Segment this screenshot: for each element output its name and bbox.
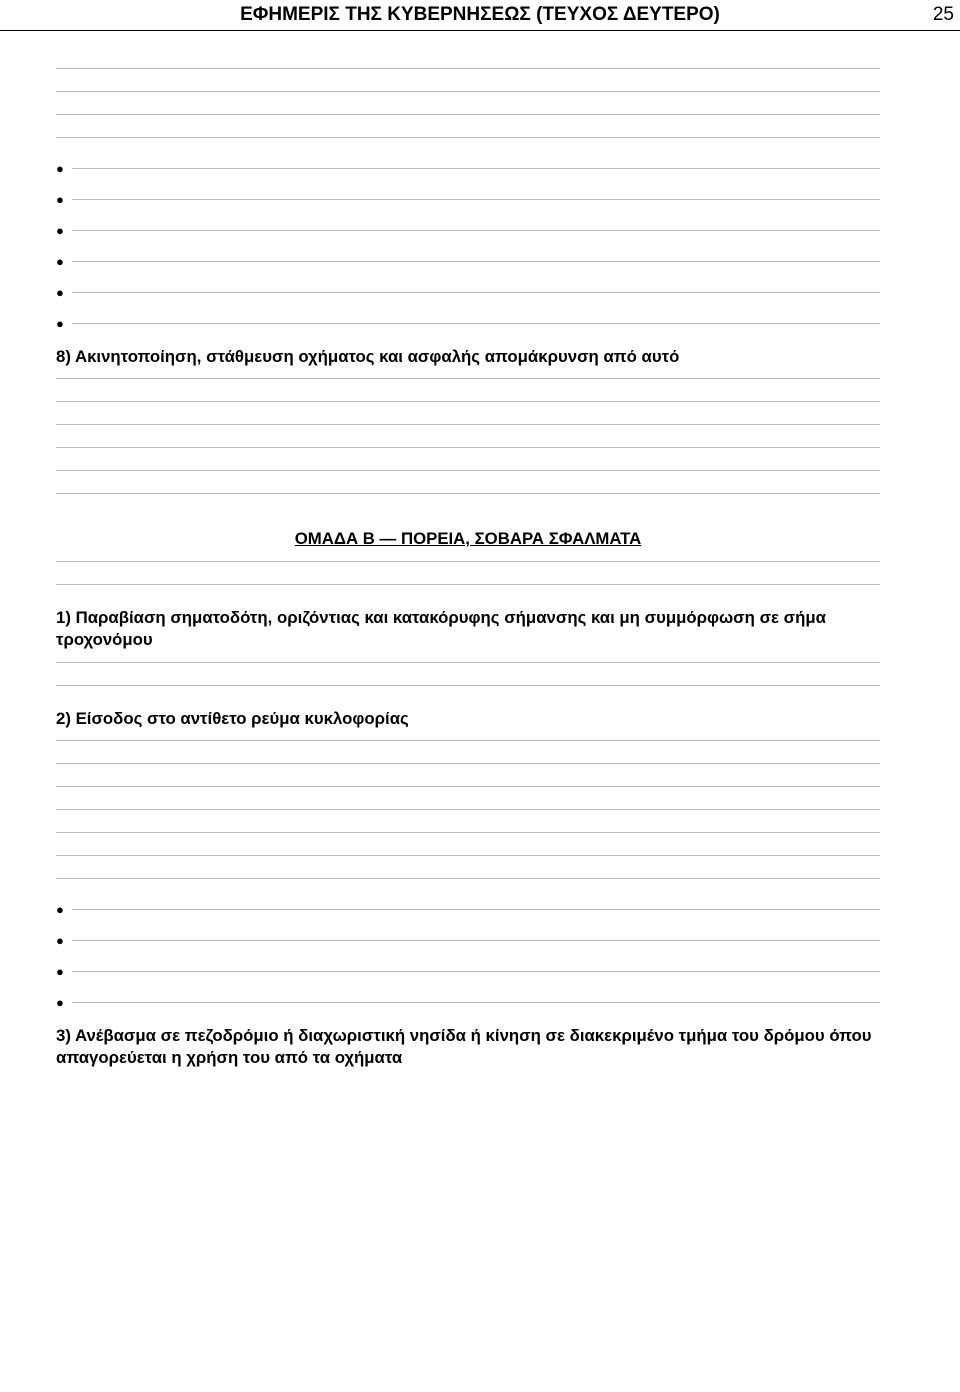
unreadable-text-line (56, 137, 880, 150)
bullet-icon: ● (56, 316, 64, 331)
page-header (0, 0, 960, 31)
list-item (56, 899, 880, 922)
unreadable-text-line (56, 447, 880, 460)
bullet-icon: ● (56, 933, 64, 949)
list-item (56, 282, 880, 305)
unreadable-text-line (56, 786, 880, 799)
unreadable-text-line (56, 878, 880, 891)
unreadable-text-line (56, 561, 880, 574)
unreadable-text-line (56, 470, 880, 483)
unreadable-text-line (56, 68, 880, 81)
unreadable-text-line (56, 401, 880, 414)
bullet-icon: ● (56, 192, 64, 207)
bullet-icon: ● (56, 995, 64, 1011)
unreadable-text-line (56, 584, 880, 597)
list-item (56, 992, 880, 1015)
list-item (56, 158, 880, 181)
unreadable-text-line (56, 91, 880, 104)
unreadable-text-line (56, 832, 880, 845)
unreadable-text-line (56, 685, 880, 698)
bullet-icon: ● (56, 964, 64, 980)
unreadable-text-line (56, 424, 880, 437)
unreadable-text-line (56, 740, 880, 753)
section-heading-1: 1) Παραβίαση σηματοδότη, οριζόντιας και κατακόρυφης σήμανσης και μη συμμόρφωση σε σήμα τροχονόμου (56, 607, 826, 650)
list-item (56, 930, 880, 953)
unreadable-text-line (56, 809, 880, 822)
page-body (56, 58, 880, 1070)
unreadable-text-line (56, 662, 880, 675)
list-item (56, 251, 880, 274)
unreadable-text-line (56, 855, 880, 868)
list-item (56, 961, 880, 984)
unreadable-text-line (56, 378, 880, 391)
bullet-icon: ● (56, 285, 64, 300)
bullet-icon: ● (56, 254, 64, 269)
group-heading: ΟΜΑΔΑ Β — ΠΟΡΕΙΑ, ΣΟΒΑΡΑ ΣΦΑΛΜΑΤΑ (294, 529, 642, 549)
bullet-icon: ● (56, 902, 64, 918)
section-heading-8: 8) Ακινητοποίηση, στάθμευση οχήματος και ασφαλής απομάκρυνση από αυτό (56, 347, 680, 366)
unreadable-text-line (56, 493, 880, 506)
bullet-icon: ● (56, 223, 64, 238)
journal-title: ΕΦΗΜΕΡΙΣ ΤΗΣ ΚΥΒΕΡΝΗΣΕΩΣ (ΤΕΥΧΟΣ ΔΕΥΤΕΡΟ) (240, 4, 720, 25)
bullet-icon: ● (56, 161, 64, 176)
unreadable-text-line (56, 763, 880, 776)
section-heading-2: 2) Είσοδος στο αντίθετο ρεύμα κυκλοφορίας (56, 708, 409, 728)
list-item (56, 313, 880, 336)
section-heading-3: 3) Ανέβασμα σε πεζοδρόμιο ή διαχωριστική νησίδα ή κίνηση σε διακεκριμένο τμήμα του δρόμου όπου απαγορεύεται η χρήση του από τα οχήματα (56, 1026, 872, 1068)
list-item (56, 189, 880, 212)
list-item (56, 220, 880, 243)
page-number: 25 (932, 4, 954, 25)
unreadable-text-line (56, 114, 880, 127)
